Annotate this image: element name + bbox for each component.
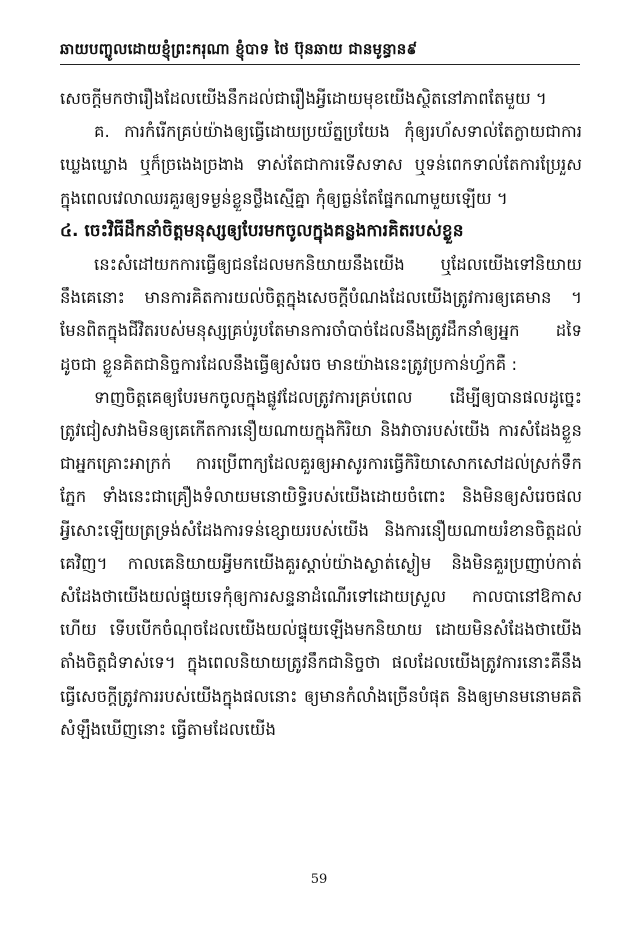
paragraph-intro: នេះសំដៅយកការធ្វើឲ្យជនដែលមកនិយាយនឹងយើង ឬដែលយើងទៅនិយាយនឹងគេនោះ មានការគិតការយល់ចិត្តក្នុងសេចក្តីបំណងដែលយើងត្រូវការឲ្យគេមាន ។ មែនពិតក្នុងជីវិតរបស់មនុស្សគ្រប់រូបតែមានការចាំបាច់ដែលនឹងត្រូវដឹកនាំឲ្យអ្នក ដទៃដូចជា ខ្លួនគិតជានិច្ចការដែលនឹងធ្វើឲ្យសំរេច មានយ៉ាងនេះត្រូវប្រកាន់ហ្វ័កគឺ : (60, 255, 582, 374)
section-heading: ៤. ចេះវិធីដឹកនាំចិត្តមនុស្សឲ្យបែរមកចូលក្នុងគន្លងការគិតរបស់ខ្លួន (60, 220, 464, 241)
running-header: ឆាយបញ្ចូលដោយខ្ញុំព្រះករុណា ខ្ញុំបាទ ថៃ ប៊ុនឆាយ ជានមូន្ធាន៩ (60, 38, 580, 65)
paragraph-item-ko: គ. ការកំរើកគ្រប់យ៉ាងឲ្យធ្វើដោយប្រយ័ត្នប្រយែង កុំឲ្យរហ័សទាល់តែក្លាយជាការឃ្លេងឃ្លោង ឬក៏ច្រងេងច្រងាង ទាស់តែជាការទើសទាស ឬទន់ពេកទាល់តែការប្រែរួសក្នុងពេលវេលាឈរគួរឲ្យទម្ងន់ខ្លួនថ្លឹងស្មើគ្នា កុំឲ្យធ្ងន់តែផ្នែកណាមួយឡើយ ។ (60, 122, 582, 208)
page-number: 59 (310, 872, 328, 887)
paragraph-continuation: សេចក្តីមកថារឿងដែលយើងនឹកដល់ជារឿងអ្វីដោយមុខយើងស្ថិតនៅភាពតែមួយ ។ (60, 89, 547, 108)
paragraph-main: ទាញចិត្តគេឲ្យបែរមកចូលក្នុងផ្លូវដែលត្រូវការគ្រប់ពេល ដើម្បីឲ្យបានផលដូច្នេះត្រូវជៀសវាងមិនឲ្យគេកើតការនឿយណាយក្នុងកិរិយា និងវាចារបស់យើង ការសំដែងខ្លួនជាអ្នកគ្រោះអាក្រក់ ការប្រើពាក្យដែលគួរឲ្យអាសូរការធ្វើកិរិយាសោកសៅដល់ស្រក់ទឹកភ្នែក ទាំងនេះជាគ្រឿងទំលាយមនោយិទ្ធិរបស់យើងដោយចំពោះ និងមិនឲ្យសំរេចផលអ្វីសោះឡើយត្រទ្រង់សំដែងការទន់ខ្សោយរបស់យើង និងការនឿយណាយរំខានចិត្តដល់គេវិញ។ កាលគេនិយាយអ្វីមកយើងគួរស្តាប់យ៉ាងស្ងាត់ស្ងៀម និងមិនគួរប្រញាប់កាត់សំដែងថាយើងយល់ផ្ទុយទេកុំឲ្យការសន្ទនាដំណើរទៅដោយស្រួល កាលបានៅឱកាសហើយ ទើបបើកចំណុចដែលយើងយល់ផ្ទុយឡើងមកនិយាយ ដោយមិនសំដែងថាយើងតាំងចិត្តជំទាស់ទេ។ ក្នុងពេលនិយាយត្រូវនឹកជានិច្ចថា ផលដែលយើងត្រូវការនោះគឺនឹងធ្វើសេចក្តីត្រូវការរបស់យើងក្នុងផលនោះ ឲ្យមានកំលាំងច្រើនបំផុត និងឲ្យមានមនោមគតិសំឡឹងឃើញនោះ ធ្វើតាមដែលយើង (60, 387, 582, 739)
body-text (60, 82, 582, 746)
